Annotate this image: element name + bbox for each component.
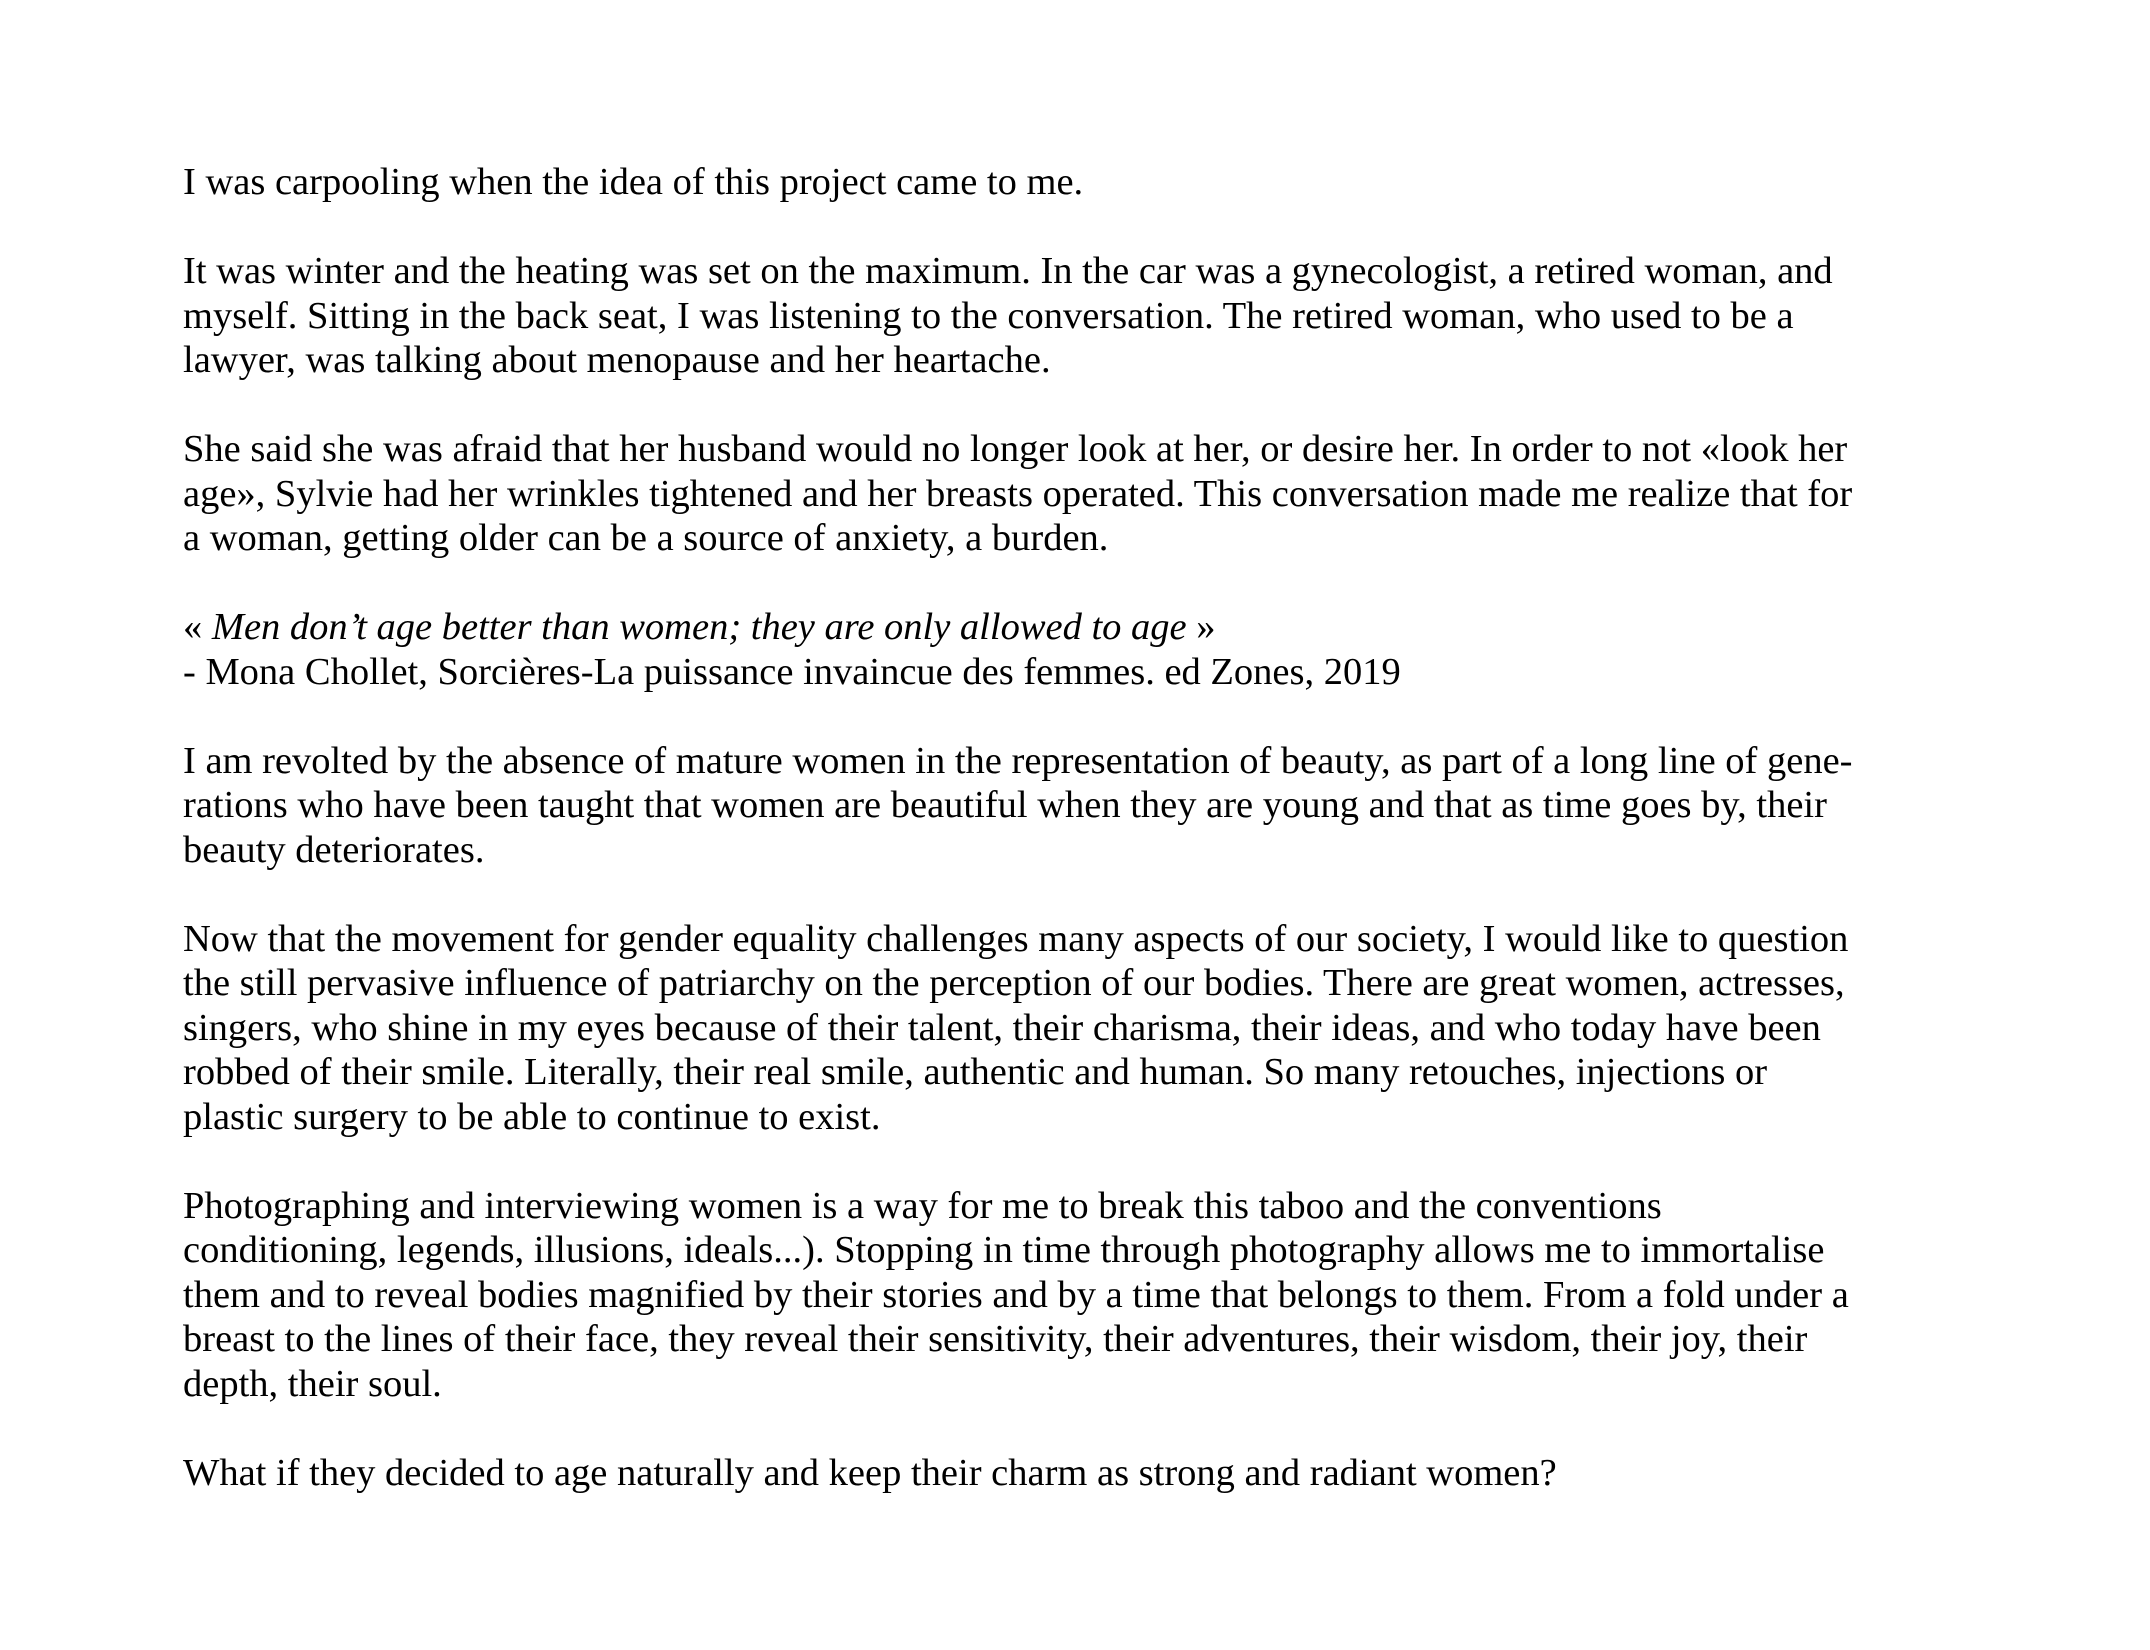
paragraph-closing-question: What if they decided to age naturally and keep their charm as strong and radiant women? [183,1451,1557,1494]
paragraph-gender-equality: Now that the movement for gender equality challenges many aspects of our society, I would like to question the still pervasive influence of patriarchy on the perception of our bodies. There are great women, actresses, singers, who shine in my eyes because of their talent, their charisma, their ideas, and who today have been robbed of their smile. Literally, their real smile, authentic and human. So many retouches, injections or plastic surgery to be able to continue to exist. [183,917,1849,1138]
paragraph-sylvie: She said she was afraid that her husband would no longer look at her, or desire her. In order to not «look her age», Sylvie had her wrinkles tightened and her breasts operated. This conversation made me realize that for a woman, getting older can be a source of anxiety, a burden. [183,428,1853,559]
document-page [183,160,1973,1540]
quote-close-mark: » [1186,606,1216,648]
quote-open-mark: « [183,606,212,648]
paragraph-intro: I was carpooling when the idea of this project came to me. [183,161,1084,203]
quote-attribution: - Mona Chollet, Sorcières-La puissance invaincue des femmes. ed Zones, 2019 [183,650,1401,693]
paragraph-carpool: It was winter and the heating was set on the maximum. In the car was a gynecologist, a retired woman, and myself. Sitting in the back seat, I was listening to the conversation. The retired woman, who used to be a lawyer, was talking about menopause and her heartache. [183,250,1833,381]
quote-line [183,605,1973,650]
paragraph-revolted: I am revolted by the absence of mature women in the representation of beauty, as part of a long line of gene- rations who have been taught that women are beautiful when they are young and that as time goes by, their beauty deteriorates. [183,739,1853,871]
quote-block [183,605,1973,694]
quote-text: Men don’t age better than women; they are only allowed to age [211,606,1187,648]
paragraph-photographing: Photographing and interviewing women is a way for me to break this taboo and the conventions conditioning, legends, illusions, ideals...). Stopping in time through photography allows me to immortalise them and to reveal bodies magnified by their stories and by a time that belongs to them. From a fold under a breast to the lines of their face, they reveal their sensitivity, their adventures, their wisdom, their joy, their depth, their soul. [183,1184,1849,1405]
